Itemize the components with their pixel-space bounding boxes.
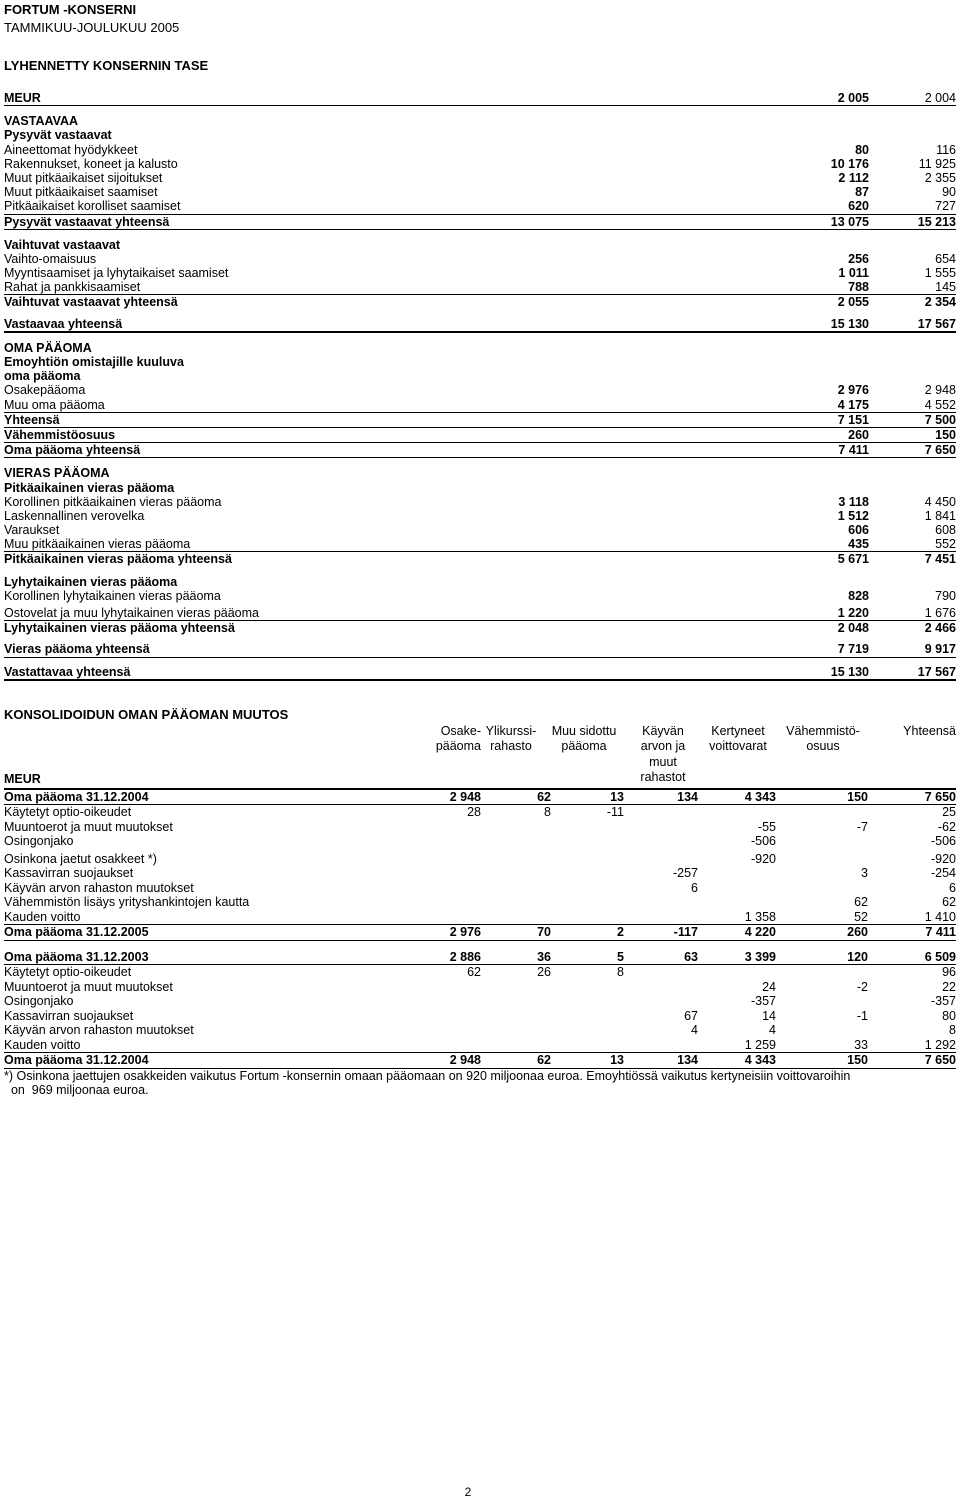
- row-label: Yhteensä: [4, 412, 60, 427]
- value-2005: 5 671: [837, 552, 869, 567]
- cell-value: 2 976: [449, 925, 481, 940]
- grand-total-row: [4, 665, 956, 681]
- row-label: Oma pääoma 31.12.2003: [4, 949, 149, 964]
- row-label: Rakennukset, koneet ja kalusto: [4, 156, 178, 171]
- balance-row: [4, 252, 956, 266]
- balance-row: [4, 398, 956, 413]
- company-name: FORTUM -KONSERNI: [4, 2, 137, 17]
- value-2005: 2 048: [837, 621, 869, 636]
- section-title-text: Vaihtuvat vastaavat: [4, 237, 121, 252]
- cell-value: -55: [757, 819, 776, 834]
- equity-change-row: [4, 790, 956, 806]
- row-label: Muu oma pääoma: [4, 397, 105, 412]
- section-title-text: VIERAS PÄÄOMA: [4, 466, 110, 481]
- column-header-line: voittovarat: [709, 739, 767, 754]
- cell-value: 62: [537, 1053, 551, 1068]
- cell-value: -7: [856, 819, 868, 834]
- cell-value: 26: [537, 965, 551, 980]
- row-label: Vaihtuvat vastaavat yhteensä: [4, 295, 178, 310]
- row-label: Käyvän arvon rahaston muutokset: [4, 1023, 194, 1038]
- column-header-line: rahastot: [640, 770, 686, 785]
- value-2005: 15 130: [830, 316, 869, 331]
- column-header: [401, 724, 481, 755]
- row-label: Käytetyt optio-oikeudet: [4, 805, 132, 820]
- value-2004: 727: [935, 199, 956, 214]
- row-label: Osingonjako: [4, 994, 74, 1009]
- balance-sheet-title: LYHENNETTY KONSERNIN TASE: [4, 58, 209, 73]
- value-2005: 2 976: [837, 383, 869, 398]
- equity-change-body: [4, 790, 956, 1069]
- value-2004: 150: [935, 427, 956, 442]
- equity-change-row: [4, 910, 956, 926]
- cell-value: 62: [942, 895, 956, 910]
- cell-value: -920: [750, 851, 776, 866]
- equity-change-header: [4, 722, 956, 790]
- value-2004: 4 552: [924, 397, 956, 412]
- value-2004: 90: [942, 185, 956, 200]
- value-2004: 15 213: [917, 214, 956, 229]
- cell-value: 63: [684, 949, 698, 964]
- balance-row: [4, 171, 956, 185]
- row-label: Osingonjako: [4, 834, 74, 849]
- value-2005: 606: [848, 523, 869, 538]
- equity-unit-label: MEUR: [4, 771, 41, 786]
- balance-row: [4, 589, 956, 603]
- cell-value: -117: [673, 925, 698, 940]
- minority-row: [4, 428, 956, 443]
- value-2004: 1 555: [924, 266, 956, 281]
- liabilities-total-row: [4, 642, 956, 657]
- row-label: Kauden voitto: [4, 1037, 81, 1052]
- value-2005: 80: [855, 142, 869, 157]
- cell-value: 4 343: [744, 1053, 776, 1068]
- value-2004: 2 948: [924, 383, 956, 398]
- column-header: [876, 724, 956, 740]
- equity-title: [4, 341, 956, 355]
- shortterm-total-row: [4, 621, 956, 635]
- noncurrent-total-row: [4, 215, 956, 230]
- cell-value: 4: [691, 1023, 698, 1038]
- cell-value: 6: [691, 880, 698, 895]
- row-label: Oma pääoma 31.12.2004: [4, 1053, 149, 1068]
- cell-value: -2: [856, 979, 868, 994]
- equity-change-row: [4, 965, 956, 980]
- report-period: TAMMIKUU-JOULUKUU 2005: [4, 20, 180, 35]
- liabilities-title: [4, 466, 956, 480]
- row-label: Varaukset: [4, 523, 60, 538]
- equity-change-row: [4, 1009, 956, 1024]
- row-label: Pitkäaikaiset korolliset saamiset: [4, 199, 181, 214]
- cell-value: 2 948: [449, 1053, 481, 1068]
- equity-change-row: [4, 895, 956, 910]
- row-label: Vähemmistön lisäys yrityshankintojen kautta: [4, 895, 250, 910]
- cell-value: 120: [847, 949, 868, 964]
- cell-value: 3: [861, 866, 868, 881]
- equity-subtotal-row: [4, 413, 956, 428]
- balance-row: [4, 185, 956, 199]
- footnote-line-2: on 969 miljoonaa euroa.: [4, 1083, 149, 1098]
- cell-value: 2 948: [449, 789, 481, 804]
- cell-value: 7 650: [924, 789, 956, 804]
- cell-value: -257: [672, 866, 698, 881]
- cell-value: 260: [847, 925, 868, 940]
- value-2005: 87: [855, 185, 869, 200]
- value-2004: 9 917: [924, 642, 956, 657]
- row-label: Myyntisaamiset ja lyhytaikaiset saamiset: [4, 266, 229, 281]
- value-2005: 1 220: [837, 606, 869, 620]
- cell-value: 150: [847, 1053, 868, 1068]
- year-2005: 2 005: [837, 91, 869, 105]
- row-label: Muut pitkäaikaiset saamiset: [4, 185, 158, 200]
- equity-change-row: [4, 925, 956, 941]
- value-2004: 7 451: [924, 552, 956, 567]
- row-label: Oma pääoma 31.12.2005: [4, 925, 149, 940]
- column-header: [778, 724, 868, 755]
- cell-value: 4 220: [744, 925, 776, 940]
- value-2005: 260: [848, 427, 869, 442]
- value-2005: 7 151: [837, 412, 869, 427]
- value-2005: 1 512: [837, 508, 869, 523]
- longterm-title: [4, 481, 956, 495]
- section-title-text: VASTAAVAA: [4, 114, 79, 129]
- value-2005: 620: [848, 199, 869, 214]
- section-title-text: OMA PÄÄOMA: [4, 340, 92, 355]
- column-header: [698, 724, 778, 755]
- value-2004: 2 466: [924, 621, 956, 636]
- balance-row: [4, 537, 956, 552]
- cell-value: 134: [677, 789, 698, 804]
- cell-value: 150: [847, 789, 868, 804]
- cell-value: 62: [854, 895, 868, 910]
- column-header-line: Vähemmistö-: [786, 723, 860, 738]
- row-label: Ostovelat ja muu lyhytaikainen vieras pääoma: [4, 606, 259, 620]
- cell-value: -11: [606, 805, 624, 820]
- value-2005: 256: [848, 251, 869, 266]
- section-title-text: Lyhytaikainen vieras pääoma: [4, 574, 178, 589]
- column-header-line: Käyvän: [642, 723, 684, 738]
- value-2004: 17 567: [917, 316, 956, 331]
- balance-row: [4, 280, 956, 295]
- row-label: Osakepääoma: [4, 383, 86, 398]
- equity-change-row: [4, 1053, 956, 1069]
- equity-change-title: KONSOLIDOIDUN OMAN PÄÄOMAN MUUTOS: [4, 706, 289, 722]
- cell-value: 5: [617, 949, 624, 964]
- shortterm-title: [4, 575, 956, 589]
- row-label: Muuntoerot ja muut muutokset: [4, 979, 173, 994]
- cell-value: -62: [937, 819, 956, 834]
- cell-value: 13: [610, 789, 624, 804]
- value-2004: 2 354: [924, 295, 956, 310]
- equity-change-row: [4, 820, 956, 835]
- row-label: Käyvän arvon rahaston muutokset: [4, 880, 194, 895]
- cell-value: 7 650: [924, 1053, 956, 1068]
- cell-value: 2: [617, 925, 624, 940]
- row-label: Pysyvät vastaavat yhteensä: [4, 214, 170, 229]
- balance-row: [4, 143, 956, 157]
- cell-value: 14: [762, 1008, 776, 1023]
- row-label: Korollinen pitkäaikainen vieras pääoma: [4, 494, 222, 509]
- value-2005: 3 118: [838, 494, 869, 509]
- equity-change-row: [4, 834, 956, 849]
- equity-change-row: [4, 852, 956, 867]
- equity-change-row: [4, 1038, 956, 1054]
- value-2004: 145: [935, 280, 956, 295]
- cell-value: -357: [750, 994, 776, 1009]
- cell-value: -920: [930, 851, 956, 866]
- row-label: Vieras pääoma yhteensä: [4, 642, 150, 657]
- cell-value: 33: [854, 1037, 868, 1052]
- balance-row: [4, 199, 956, 214]
- row-label: Rahat ja pankkisaamiset: [4, 280, 141, 295]
- value-2004: 608: [935, 523, 956, 538]
- column-header: [471, 724, 551, 755]
- cell-value: 3 399: [744, 949, 776, 964]
- value-2004: 17 567: [917, 664, 956, 679]
- row-label: Kassavirran suojaukset: [4, 1008, 134, 1023]
- value-2004: 1 676: [924, 606, 956, 620]
- cell-value: -357: [930, 994, 956, 1009]
- row-label: Vastattavaa yhteensä: [4, 664, 131, 679]
- value-2005: 10 176: [830, 156, 869, 171]
- value-2005: 13 075: [830, 214, 869, 229]
- balance-row: [4, 266, 956, 280]
- balance-row: [4, 523, 956, 537]
- column-header-line: pääoma: [435, 739, 481, 754]
- row-label: Vähemmistöosuus: [4, 427, 116, 442]
- equity-subtitle-1: [4, 355, 956, 369]
- column-header: [628, 724, 698, 786]
- cell-value: -1: [856, 1008, 868, 1023]
- cell-value: 8: [949, 1023, 956, 1038]
- cell-value: 52: [854, 909, 868, 924]
- equity-total-row: [4, 443, 956, 458]
- assets-total-row: [4, 317, 956, 333]
- value-2005: 4 175: [837, 397, 869, 412]
- row-label: Kauden voitto: [4, 909, 81, 924]
- row-label: Vastaavaa yhteensä: [4, 316, 123, 331]
- row-label: Muuntoerot ja muut muutokset: [4, 819, 173, 834]
- value-2005: 828: [848, 588, 869, 603]
- longterm-total-row: [4, 552, 956, 566]
- current-total-row: [4, 295, 956, 309]
- value-2005: 788: [848, 280, 869, 295]
- cell-value: -506: [750, 834, 776, 849]
- cell-value: 36: [537, 949, 551, 964]
- unit-label: MEUR: [4, 91, 41, 105]
- cell-value: 7 411: [925, 925, 956, 940]
- row-label: Muu pitkäaikainen vieras pääoma: [4, 537, 191, 552]
- cell-value: 13: [610, 1053, 624, 1068]
- cell-value: 2 886: [449, 949, 481, 964]
- row-label: Laskennallinen verovelka: [4, 508, 145, 523]
- current-title: [4, 238, 956, 252]
- row-label: Vaihto-omaisuus: [4, 251, 97, 266]
- value-2004: 2 355: [924, 170, 956, 185]
- row-label: Oma pääoma 31.12.2004: [4, 789, 149, 804]
- cell-value: 24: [762, 979, 776, 994]
- equity-change-row: [4, 994, 956, 1009]
- balance-header-row: [4, 91, 956, 106]
- cell-value: 22: [942, 979, 956, 994]
- column-header-line: muut: [649, 754, 677, 769]
- row-label: Kassavirran suojaukset: [4, 866, 134, 881]
- column-header-line: Osake-: [440, 723, 481, 738]
- row-label: Muut pitkäaikaiset sijoitukset: [4, 170, 163, 185]
- value-2005: 2 055: [837, 295, 869, 310]
- column-header-line: Muu sidottu: [551, 723, 617, 738]
- cell-value: 6 509: [924, 949, 956, 964]
- row-label: Osinkona jaetut osakkeet *): [4, 851, 157, 866]
- equity-change-row: [4, 881, 956, 896]
- value-2005: 7 719: [837, 642, 869, 657]
- value-2004: 1 841: [924, 508, 956, 523]
- column-header-line: Kertyneet: [711, 723, 765, 738]
- value-2004: 654: [935, 251, 956, 266]
- cell-value: 6: [949, 880, 956, 895]
- row-label: Korollinen lyhytaikainen vieras pääoma: [4, 588, 221, 603]
- cell-value: 1 358: [744, 909, 776, 924]
- value-2004: 4 450: [924, 494, 956, 509]
- value-2004: 7 500: [924, 412, 956, 427]
- value-2005: 2 112: [838, 170, 869, 185]
- assets-title: [4, 114, 956, 128]
- cell-value: 1 292: [924, 1037, 956, 1052]
- cell-value: 4: [769, 1023, 776, 1038]
- cell-value: 25: [942, 805, 956, 820]
- column-header-line: Yhteensä: [903, 723, 956, 738]
- equity-subtitle-2: [4, 369, 956, 383]
- value-2005: 15 130: [830, 664, 869, 679]
- balance-sheet-body: [4, 114, 956, 681]
- cell-value: 134: [677, 1053, 698, 1068]
- value-2005: 1 011: [838, 266, 869, 281]
- value-2004: 790: [935, 588, 956, 603]
- section-title-text: Pysyvät vastaavat: [4, 128, 112, 143]
- year-2004: 2 004: [924, 91, 956, 105]
- noncurrent-title: [4, 128, 956, 142]
- balance-row: [4, 606, 956, 621]
- section-title-text: Emoyhtiön omistajille kuuluva: [4, 355, 184, 369]
- value-2004: 552: [935, 537, 956, 552]
- cell-value: 62: [537, 789, 551, 804]
- equity-change-row: [4, 980, 956, 995]
- row-label: Käytetyt optio-oikeudet: [4, 965, 132, 980]
- column-header: [544, 724, 624, 755]
- column-header-line: osuus: [806, 739, 840, 754]
- section-title-text: Pitkäaikainen vieras pääoma: [4, 480, 175, 495]
- value-2004: 7 650: [924, 443, 956, 458]
- cell-value: 8: [544, 805, 551, 820]
- cell-value: 1 259: [744, 1037, 776, 1052]
- cell-value: 70: [537, 925, 551, 940]
- equity-change-row: [4, 1023, 956, 1038]
- value-2004: 116: [936, 142, 956, 157]
- balance-row: [4, 383, 956, 397]
- row-label: Lyhytaikainen vieras pääoma yhteensä: [4, 621, 235, 636]
- value-2005: 435: [848, 537, 869, 552]
- row-label: Aineettomat hyödykkeet: [4, 142, 138, 157]
- cell-value: 67: [684, 1008, 698, 1023]
- cell-value: -506: [930, 834, 956, 849]
- cell-value: 62: [467, 965, 481, 980]
- column-header-line: Ylikurssi-: [485, 723, 537, 738]
- column-header-line: rahasto: [490, 739, 532, 754]
- row-label: Pitkäaikainen vieras pääoma yhteensä: [4, 552, 232, 567]
- row-label: Oma pääoma yhteensä: [4, 443, 141, 458]
- equity-change-row: [4, 866, 956, 881]
- footnote-line-1: *) Osinkona jaettujen osakkeiden vaikutus Fortum -konsernin omaan pääomaan on 920 miljoonaa euroa. Emoyhtiössä vaikutus kertyneisiin voittovaroihin: [4, 1068, 851, 1083]
- balance-row: [4, 495, 956, 509]
- cell-value: 8: [617, 965, 624, 980]
- cell-value: 1 410: [924, 909, 956, 924]
- balance-row: [4, 509, 956, 523]
- value-2004: 11 925: [918, 156, 956, 171]
- column-header-line: arvon ja: [640, 739, 686, 754]
- section-title-text: oma pääoma: [4, 369, 81, 384]
- cell-value: 4 343: [744, 789, 776, 804]
- equity-change-row: [4, 950, 956, 966]
- column-header-line: pääoma: [561, 739, 607, 754]
- equity-change-row: [4, 805, 956, 820]
- value-2005: 7 411: [838, 443, 869, 458]
- balance-row: [4, 157, 956, 171]
- cell-value: -254: [930, 866, 956, 881]
- cell-value: 80: [942, 1008, 956, 1023]
- cell-value: 96: [942, 965, 956, 980]
- cell-value: 28: [467, 805, 481, 820]
- page-number: 2: [464, 1485, 472, 1499]
- report-page: [4, 0, 956, 1098]
